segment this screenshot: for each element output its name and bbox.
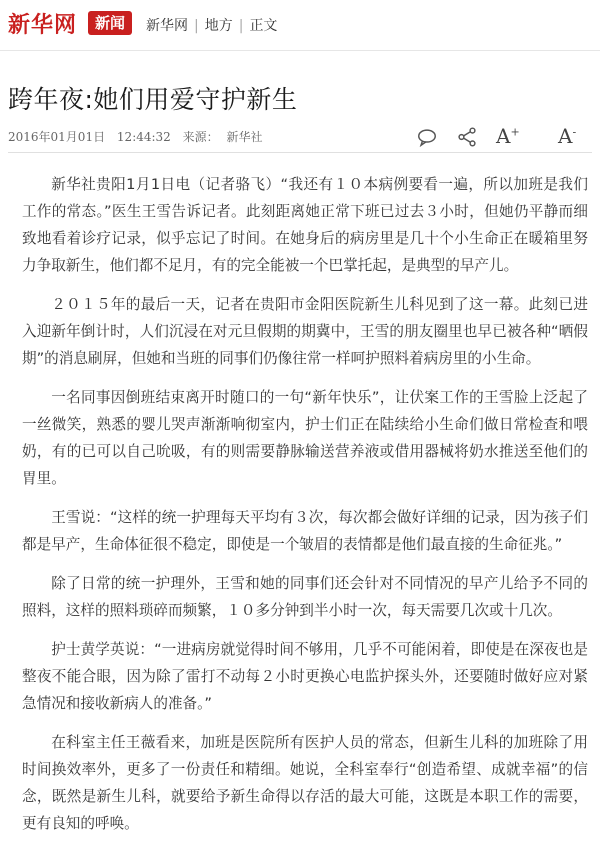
breadcrumb (146, 15, 277, 35)
publish-date: 2016年01月01日 (8, 130, 106, 144)
article-paragraph: 在科室主任王薇看来，加班是医院所有医护人员的常态，但新生儿科的加班除了用时间换效率外，更多了一份责任和精细。她说，全科室奉行“创造希望、成就幸福”的信念，既然是新生儿科，就要给予新生命得以存活的最大可能，这既是本职工作的需要，更有良知的呼唤。 (22, 734, 588, 832)
breadcrumb-separator: | (238, 18, 244, 34)
article-paragraph: 除了日常的统一护理外，王雪和她的同事们还会针对不同情况的早产儿给予不同的照料，这样的照料琐碎而频繁，１０多分钟到半小时一次，每天需要几次或十几次。 (22, 575, 588, 619)
header-divider (0, 50, 600, 51)
article-paragraph: 王雪说：“这样的统一护理每天平均有３次，每次都会做好详细的记录，因为孩子们都是早产，生命体征很不稳定，即使是一个皱眉的表情都是他们最直接的生命征兆。” (22, 509, 588, 553)
font-decrease-button[interactable]: A- (558, 124, 577, 148)
source-label: 来源： (182, 130, 219, 144)
site-logo[interactable]: 新华网 (8, 12, 78, 38)
font-increase-button[interactable]: A+ (496, 124, 520, 148)
meta-divider (8, 152, 592, 153)
article-meta (8, 128, 271, 145)
article-toolbar (416, 124, 592, 150)
article-paragraph: 护士黄学英说：“一进病房就觉得时间不够用，几乎不可能闲着，即使是在深夜也是整夜不能合眼，因为除了雷打不动每２小时更换心电监护探头外，还要随时做好应对紧急情况和接收新病人的准备。” (22, 641, 588, 712)
breadcrumb-separator: | (194, 18, 199, 34)
share-icon[interactable] (456, 126, 482, 148)
breadcrumb-item-local[interactable]: 地方 (204, 18, 233, 34)
article-title: 跨年夜:她们用爱守护新生 (8, 85, 298, 114)
breadcrumb-item-home[interactable]: 新华网 (146, 18, 188, 34)
news-channel-badge[interactable]: 新闻 (88, 11, 132, 35)
article-paragraph: ２０１５年的最后一天，记者在贵阳市金阳医院新生儿科见到了这一幕。此刻已进入迎新年倒计时，人们沉浸在对元旦假期的期冀中，王雪的朋友圈里也早已被各种“晒假期”的消息刷屏，但她和当班的同事们仍像往常一样呵护照料着病房里的小生命。 (22, 296, 588, 367)
publish-time: 12:44:32 (116, 130, 171, 144)
comment-icon[interactable] (416, 126, 442, 148)
article-body (22, 171, 588, 849)
article-paragraph: 一名同事因倒班结束离开时随口的一句“新年快乐”，让伏案工作的王雪脸上泛起了一丝微笑，熟悉的婴儿哭声渐渐响彻室内，护士们正在陆续给小生命们做日常检查和喂奶，有的已可以自己吮吸，有的则需要静脉输送营养液或借用器械将奶水推送至他们的胃里。 (22, 389, 588, 487)
site-header (0, 0, 600, 50)
breadcrumb-item-article: 正文 (249, 18, 278, 34)
article-paragraph: 新华社贵阳1月1日电（记者骆飞）“我还有１０本病例要看一遍，所以加班是我们工作的常态。”医生王雪告诉记者。此刻距离她正常下班已过去３小时，但她仍平静而细致地看着诊疗记录，似乎忘记了时间。在她身后的病房里是几十个小生命正在暖箱里努力争取新生，他们都不足月，有的完全能被一个巴掌托起，是典型的早产儿。 (22, 176, 588, 274)
source-name: 新华社 (226, 130, 263, 144)
